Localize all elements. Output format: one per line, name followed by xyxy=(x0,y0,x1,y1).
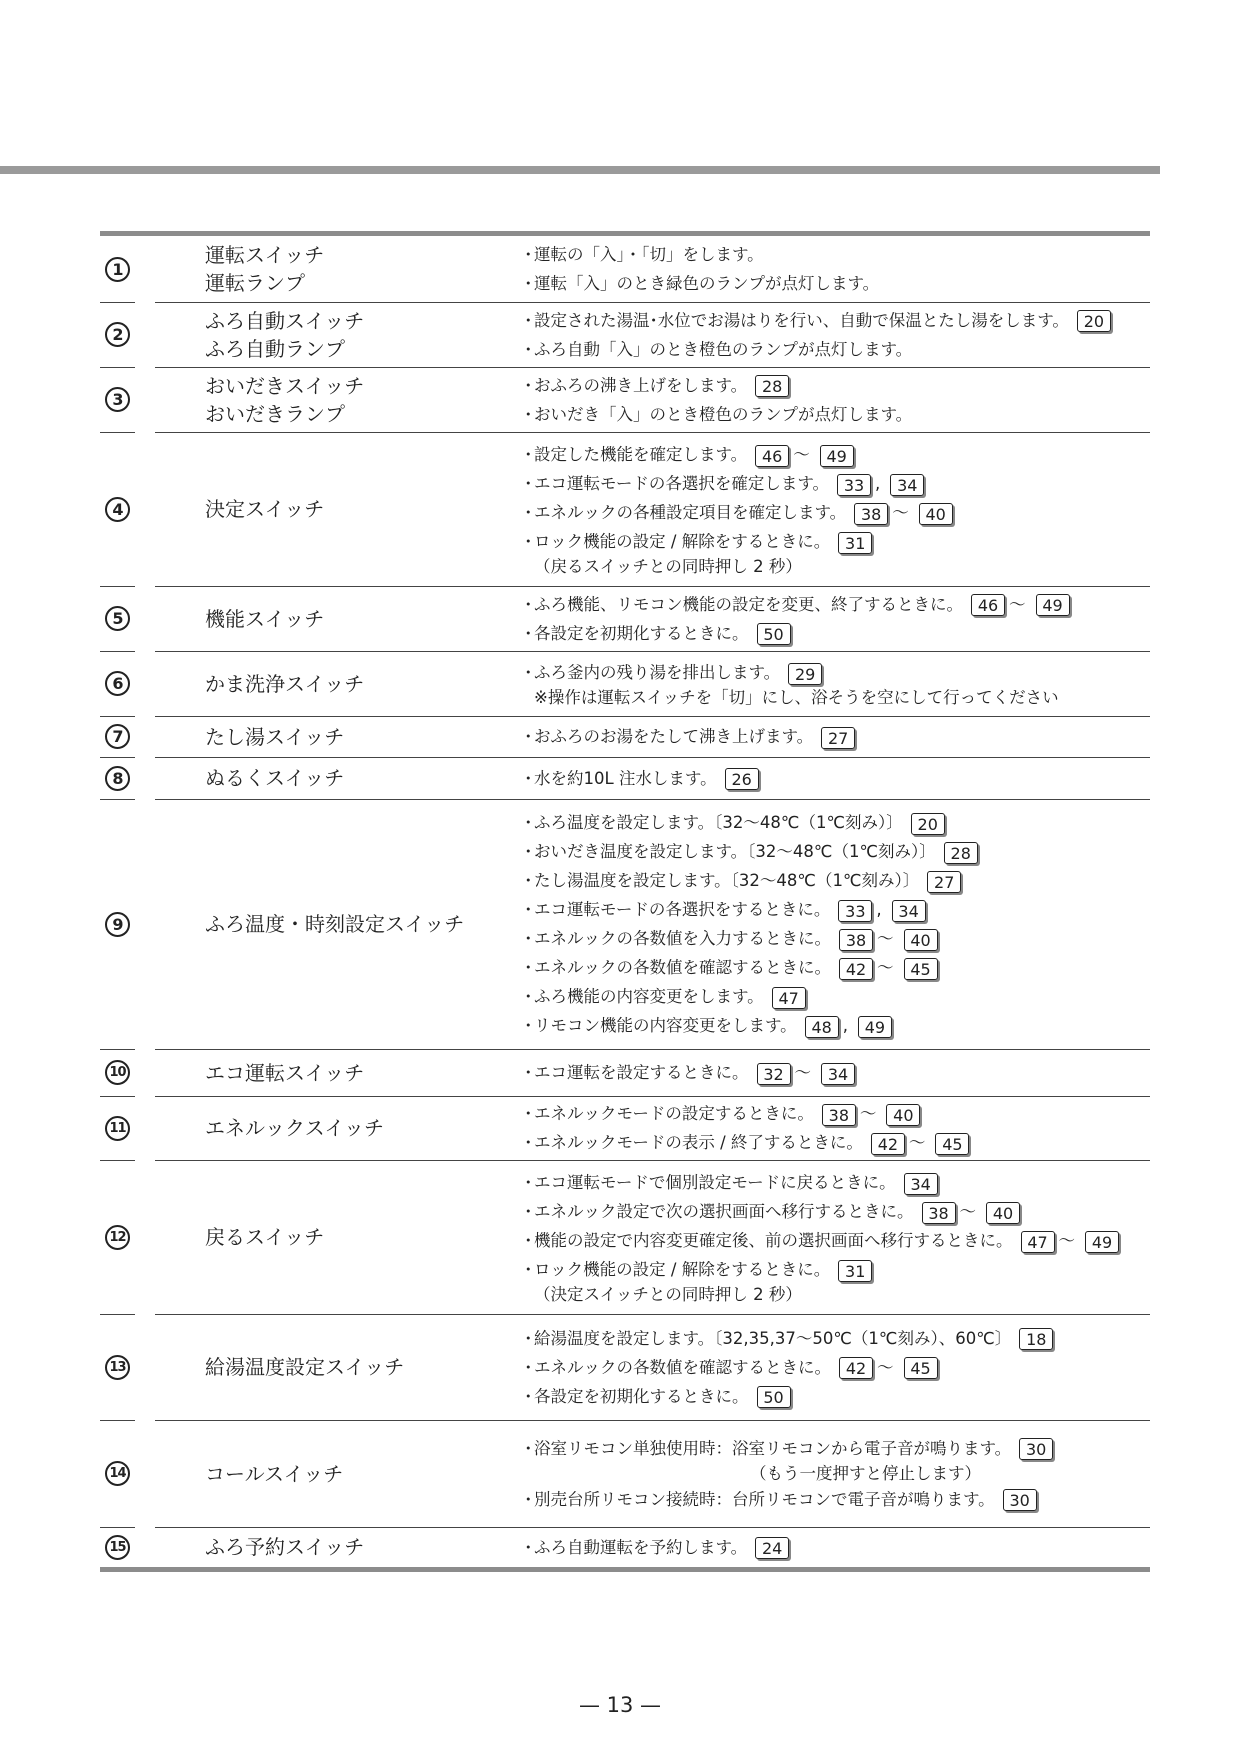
description-line xyxy=(520,1226,1150,1255)
page-reference-link[interactable]: 46 xyxy=(755,445,789,467)
table-row xyxy=(100,716,1150,757)
description-text: 別売台所リモコン接続時：台所リモコンで電子音が鳴ります。 xyxy=(534,1489,995,1509)
table-row xyxy=(100,1049,1150,1096)
bullet: ・ xyxy=(520,1489,537,1509)
description-line xyxy=(520,400,1150,429)
page-reference-link[interactable]: 31 xyxy=(838,532,872,554)
circled-number: 10 xyxy=(105,1060,130,1085)
description-cell xyxy=(520,1314,1150,1420)
circled-number: 14 xyxy=(105,1461,130,1486)
bullet: ・ xyxy=(520,339,537,359)
description-line xyxy=(520,895,1150,924)
switch-name: ふろ予約スイッチ xyxy=(205,1535,365,1559)
description-line xyxy=(520,440,1150,469)
page-reference-link[interactable]: 31 xyxy=(838,1260,872,1282)
page-reference-link[interactable]: 26 xyxy=(725,768,759,790)
switch-name-cell xyxy=(190,236,520,302)
table-row xyxy=(100,651,1150,716)
table-row xyxy=(100,799,1150,1049)
switch-name-cell xyxy=(190,1420,520,1527)
page-reference-link[interactable]: 38 xyxy=(922,1202,956,1224)
ref-separator: 〜 xyxy=(959,1202,976,1221)
description-line xyxy=(520,1011,1150,1040)
description-cell xyxy=(520,1160,1150,1314)
ref-separator: 〜 xyxy=(877,958,894,977)
description-text: 設定した機能を確定します。 xyxy=(534,445,748,464)
description-text: （もう一度押すと停止します） xyxy=(750,1463,981,1483)
ref-separator: 〜 xyxy=(1058,1231,1075,1250)
bullet: ・ xyxy=(520,310,537,330)
description-text: おいだき温度を設定します。〔32〜48℃（1℃刻み）〕 xyxy=(534,842,936,861)
description-text: おふろの沸き上げをします。 xyxy=(534,375,748,395)
bullet: ・ xyxy=(520,871,537,890)
bullet: ・ xyxy=(520,1016,537,1035)
description-text: ふろ自動運転を予約します。 xyxy=(534,1537,748,1557)
bullet: ・ xyxy=(520,768,537,788)
description-text: エネルックの各数値を入力するときに。 xyxy=(534,929,831,948)
switch-name-cell xyxy=(190,302,520,367)
description-text: 運転の「入」・「切」をします。 xyxy=(534,245,764,264)
description-line xyxy=(520,722,1150,751)
description-text: ふろ機能、リモコン機能の設定を変更、終了するときに。 xyxy=(534,594,963,614)
description-cell xyxy=(520,651,1150,716)
switch-name-cell xyxy=(190,757,520,799)
description-text: 各設定を初期化するときに。 xyxy=(534,623,749,643)
description-text: 設定された湯温･水位でお湯はりを行い、自動で保温とたし湯をします。 xyxy=(534,310,1069,330)
circled-number: 3 xyxy=(105,387,130,412)
row-number-cell xyxy=(100,1096,135,1160)
description-cell xyxy=(520,1420,1150,1527)
description-text: エコ運転モードで個別設定モードに戻るときに。 xyxy=(534,1173,896,1192)
row-number-cell xyxy=(100,651,135,716)
description-text: エネルック設定で次の選択画面へ移行するときに。 xyxy=(534,1202,914,1221)
row-number-cell xyxy=(100,757,135,799)
table-row xyxy=(100,1096,1150,1160)
description-text: エコ運転を設定するときに。 xyxy=(534,1063,749,1082)
description-line xyxy=(520,1058,1150,1087)
row-number-cell xyxy=(100,1527,135,1567)
switch-name: ふろ自動スイッチ xyxy=(205,308,365,333)
table-row xyxy=(100,1160,1150,1314)
page-reference-link[interactable]: 40 xyxy=(986,1202,1020,1224)
circled-number: 6 xyxy=(105,671,130,696)
description-text: たし湯温度を設定します。〔32〜48℃（1℃刻み）〕 xyxy=(534,871,920,890)
description-line xyxy=(520,658,1150,687)
bullet: ・ xyxy=(520,1133,537,1152)
page-reference-link[interactable]: 38 xyxy=(854,503,888,525)
bullet: ・ xyxy=(520,532,537,551)
description-line xyxy=(520,1533,1150,1562)
bullet: ・ xyxy=(520,663,537,682)
bullet: ・ xyxy=(520,958,537,977)
page-reference-link[interactable]: 46 xyxy=(971,594,1005,616)
row-number-cell xyxy=(100,432,135,586)
table-row xyxy=(100,432,1150,586)
circled-number: 15 xyxy=(105,1535,130,1560)
bullet: ・ xyxy=(520,1104,537,1123)
switch-name: 決定スイッチ xyxy=(205,497,325,521)
description-line xyxy=(520,1485,1150,1514)
circled-number: 7 xyxy=(105,724,130,749)
page-reference-link[interactable]: 38 xyxy=(822,1104,856,1126)
description-cell xyxy=(520,367,1150,432)
description-text: ※操作は運転スイッチを「切」にし、浴そうを空にして行ってください xyxy=(534,688,1059,707)
description-text: ロック機能の設定 / 解除をするときに。 xyxy=(534,1260,831,1279)
row-number-cell xyxy=(100,1314,135,1420)
description-line xyxy=(520,1168,1150,1197)
description-cell xyxy=(520,586,1150,651)
page-reference-link[interactable]: 40 xyxy=(886,1104,920,1126)
description-text: 各設定を初期化するときに。 xyxy=(534,1386,749,1406)
switch-name: 給湯温度設定スイッチ xyxy=(205,1355,405,1379)
row-number-cell xyxy=(100,586,135,651)
row-number-cell xyxy=(100,1160,135,1314)
description-text: リモコン機能の内容変更をします。 xyxy=(534,1016,797,1035)
description-line xyxy=(520,619,1150,648)
page-reference-link[interactable]: 40 xyxy=(919,503,953,525)
table-row xyxy=(100,1527,1150,1567)
description-line xyxy=(520,240,1150,269)
page-reference-link[interactable]: 38 xyxy=(839,929,873,951)
description-text: おいだき「入」のとき橙色のランプが点灯します。 xyxy=(534,404,913,424)
page-reference-link[interactable]: 32 xyxy=(757,1063,791,1085)
ref-separator: , xyxy=(875,474,881,493)
bullet: ・ xyxy=(520,813,537,832)
bullet: ・ xyxy=(520,900,537,919)
description-text: （決定スイッチとの同時押し 2 秒） xyxy=(534,1285,802,1304)
circled-number: 5 xyxy=(105,606,130,631)
description-line xyxy=(520,982,1150,1011)
description-cell xyxy=(520,302,1150,367)
circled-number: 1 xyxy=(105,257,130,282)
bullet: ・ xyxy=(520,1173,537,1192)
description-text: エコ運転モードの各選択を確定します。 xyxy=(534,474,830,493)
page-reference-link[interactable]: 29 xyxy=(788,663,822,685)
description-line xyxy=(520,1324,1150,1353)
page-reference-link[interactable]: 49 xyxy=(1036,594,1070,616)
row-number-cell xyxy=(100,1420,135,1527)
circled-number: 8 xyxy=(105,766,130,791)
description-line xyxy=(520,469,1150,498)
page-reference-link[interactable]: 34 xyxy=(904,1173,938,1195)
description-text: （戻るスイッチとの同時押し 2 秒） xyxy=(534,557,802,576)
description-line xyxy=(520,1197,1150,1226)
header-rule xyxy=(0,166,1160,174)
row-number-cell xyxy=(100,716,135,757)
table-row xyxy=(100,236,1150,302)
page-reference-link[interactable]: 33 xyxy=(838,900,872,922)
switch-name-cell xyxy=(190,432,520,586)
ref-separator: 〜 xyxy=(1009,594,1026,614)
description-line xyxy=(520,837,1150,866)
row-number-cell xyxy=(100,236,135,302)
circled-number: 2 xyxy=(105,322,130,347)
switch-name-cell xyxy=(190,1049,520,1096)
ref-separator: 〜 xyxy=(908,1133,926,1152)
circled-number: 13 xyxy=(105,1355,130,1380)
description-line xyxy=(520,1434,1150,1463)
ref-separator: 〜 xyxy=(793,445,810,464)
bullet: ・ xyxy=(520,404,537,424)
page-reference-link[interactable]: 34 xyxy=(890,474,924,496)
description-text: エネルックの各種設定項目を確定します。 xyxy=(534,503,847,522)
description-line xyxy=(520,764,1150,793)
switch-name-cell xyxy=(190,1096,520,1160)
table-row xyxy=(100,367,1150,432)
table-row xyxy=(100,1420,1150,1527)
ref-separator: 〜 xyxy=(877,1357,894,1377)
page-reference-link[interactable]: 30 xyxy=(1019,1438,1053,1460)
page-reference-link[interactable]: 34 xyxy=(821,1063,855,1085)
page-reference-link[interactable]: 28 xyxy=(944,842,978,864)
bullet: ・ xyxy=(520,503,537,522)
description-line xyxy=(520,808,1150,837)
description-line xyxy=(520,498,1150,527)
switch-name: 運転スイッチ xyxy=(205,243,325,267)
description-line xyxy=(520,590,1150,619)
page-reference-link[interactable]: 50 xyxy=(757,1386,791,1408)
switch-name: 戻るスイッチ xyxy=(205,1225,325,1249)
switch-name: エコ運転スイッチ xyxy=(205,1060,365,1085)
bullet: ・ xyxy=(520,987,537,1006)
description-cell xyxy=(520,1527,1150,1567)
description-text: エネルックの各数値を確認するときに。 xyxy=(534,958,831,977)
row-number-cell xyxy=(100,367,135,432)
switch-name-cell xyxy=(190,1314,520,1420)
bullet: ・ xyxy=(520,1328,537,1348)
page-reference-link[interactable]: 45 xyxy=(904,958,938,980)
description-line xyxy=(520,527,1150,556)
description-text: ふろ機能の内容変更をします。 xyxy=(534,987,764,1006)
switch-name: コールスイッチ xyxy=(205,1461,344,1486)
switch-name: おいだきスイッチ xyxy=(205,373,365,398)
description-text: 運転「入」のとき緑色のランプが点灯します。 xyxy=(534,274,880,293)
bullet: ・ xyxy=(520,1386,537,1406)
description-text: ふろ自動「入」のとき橙色のランプが点灯します。 xyxy=(534,339,913,359)
description-line xyxy=(520,1353,1150,1382)
page-reference-link[interactable]: 18 xyxy=(1019,1328,1053,1350)
description-line xyxy=(520,924,1150,953)
switch-name-cell xyxy=(190,651,520,716)
description-text: 機能の設定で内容変更確定後、前の選択画面へ移行するときに。 xyxy=(534,1231,1013,1250)
bullet: ・ xyxy=(520,623,537,643)
switch-name: たし湯スイッチ xyxy=(205,724,345,749)
description-line xyxy=(520,1099,1150,1128)
description-text: 浴室リモコン単独使用時：浴室リモコンから電子音が鳴ります。 xyxy=(534,1438,1012,1458)
switch-name: かま洗浄スイッチ xyxy=(205,671,365,696)
switch-name-cell xyxy=(190,367,520,432)
bullet: ・ xyxy=(520,1231,537,1250)
circled-number: 9 xyxy=(105,912,130,937)
ref-separator: 〜 xyxy=(877,929,894,948)
bullet: ・ xyxy=(520,842,537,861)
page-reference-link[interactable]: 30 xyxy=(1003,1489,1037,1511)
ref-separator: 〜 xyxy=(892,503,909,522)
bullet: ・ xyxy=(520,727,537,746)
page-reference-link[interactable]: 20 xyxy=(911,813,945,835)
description-note xyxy=(520,1284,1150,1306)
description-text: エコ運転モードの各選択をするときに。 xyxy=(534,900,831,919)
description-line xyxy=(520,269,1150,298)
description-text: おふろのお湯をたして沸き上げます。 xyxy=(534,727,814,746)
switch-name-cell xyxy=(190,716,520,757)
row-number-cell xyxy=(100,302,135,367)
description-cell xyxy=(520,236,1150,302)
description-cell xyxy=(520,1049,1150,1096)
description-cell xyxy=(520,432,1150,586)
description-text: ロック機能の設定 / 解除をするときに。 xyxy=(534,532,831,551)
circled-number: 11 xyxy=(105,1116,130,1141)
bullet: ・ xyxy=(520,245,537,264)
bullet: ・ xyxy=(520,1537,537,1557)
description-line xyxy=(520,1382,1150,1411)
description-line xyxy=(520,335,1150,364)
bullet: ・ xyxy=(520,1357,537,1377)
description-text: 給湯温度を設定します。〔32,35,37〜50℃（1℃刻み）、60℃〕 xyxy=(534,1328,1012,1348)
description-text: エネルックモードの表示 / 終了するときに。 xyxy=(534,1133,863,1152)
page-reference-link[interactable]: 47 xyxy=(1021,1231,1055,1253)
table-row xyxy=(100,302,1150,367)
row-number-cell xyxy=(100,1049,135,1096)
circled-number: 4 xyxy=(105,497,130,522)
switch-name: ぬるくスイッチ xyxy=(205,766,345,790)
bullet: ・ xyxy=(520,929,537,948)
description-note xyxy=(520,1463,1150,1485)
switch-name: エネルックスイッチ xyxy=(205,1116,384,1140)
row-number-cell xyxy=(100,799,135,1049)
switch-name-cell xyxy=(190,1527,520,1567)
switch-name: ふろ自動ランプ xyxy=(205,336,345,361)
description-cell xyxy=(520,1096,1150,1160)
description-line xyxy=(520,1128,1150,1157)
switch-description-table xyxy=(100,231,1150,1572)
description-line xyxy=(520,371,1150,400)
page-reference-link[interactable]: 49 xyxy=(858,1016,892,1038)
description-note xyxy=(520,556,1150,578)
circled-number: 12 xyxy=(105,1225,130,1250)
description-line xyxy=(520,306,1150,335)
description-line xyxy=(520,866,1150,895)
description-cell xyxy=(520,716,1150,757)
bullet: ・ xyxy=(520,594,537,614)
switch-name-cell xyxy=(190,586,520,651)
description-line xyxy=(520,1255,1150,1284)
page-reference-link[interactable]: 27 xyxy=(821,727,855,749)
page-reference-link[interactable]: 42 xyxy=(839,958,873,980)
page-reference-link[interactable]: 27 xyxy=(927,871,961,893)
description-text: エネルックモードの設定するときに。 xyxy=(534,1104,814,1123)
bullet: ・ xyxy=(520,1063,537,1082)
page-reference-link[interactable]: 45 xyxy=(935,1133,969,1155)
switch-name: 運転ランプ xyxy=(205,271,305,295)
page-reference-link[interactable]: 42 xyxy=(839,1357,873,1379)
ref-separator: 〜 xyxy=(794,1063,811,1082)
switch-name: ふろ温度・時刻設定スイッチ xyxy=(205,912,465,936)
switch-name-cell xyxy=(190,799,520,1049)
bullet: ・ xyxy=(520,274,537,293)
bullet: ・ xyxy=(520,375,537,395)
page-reference-link[interactable]: 34 xyxy=(892,900,926,922)
page-reference-link[interactable]: 45 xyxy=(904,1357,938,1379)
table-row xyxy=(100,757,1150,799)
description-text: エネルックの各数値を確認するときに。 xyxy=(534,1357,831,1377)
switch-name: おいだきランプ xyxy=(205,401,345,426)
page-number: — 13 — xyxy=(578,1693,662,1717)
page-reference-link[interactable]: 33 xyxy=(837,474,871,496)
page-reference-link[interactable]: 20 xyxy=(1077,310,1111,332)
bullet: ・ xyxy=(520,1260,537,1279)
description-text: 水を約10L 注水します。 xyxy=(534,768,717,788)
page-reference-link[interactable]: 49 xyxy=(1085,1231,1119,1253)
page-reference-link[interactable]: 40 xyxy=(904,929,938,951)
bullet: ・ xyxy=(520,1202,537,1221)
page-reference-link[interactable]: 49 xyxy=(820,445,854,467)
page-reference-link[interactable]: 48 xyxy=(805,1016,839,1038)
page-reference-link[interactable]: 50 xyxy=(757,623,791,645)
description-line xyxy=(520,953,1150,982)
page-reference-link[interactable]: 24 xyxy=(755,1537,789,1559)
description-text: ふろ釜内の残り湯を排出します。 xyxy=(534,663,781,682)
ref-separator: , xyxy=(876,900,882,919)
page-reference-link[interactable]: 28 xyxy=(755,375,789,397)
description-note xyxy=(520,687,1150,709)
description-cell xyxy=(520,799,1150,1049)
bullet: ・ xyxy=(520,1438,537,1458)
switch-name: 機能スイッチ xyxy=(205,606,325,631)
page-reference-link[interactable]: 47 xyxy=(772,987,806,1009)
switch-name-cell xyxy=(190,1160,520,1314)
table-row xyxy=(100,1314,1150,1420)
table-row xyxy=(100,586,1150,651)
page-reference-link[interactable]: 42 xyxy=(871,1133,905,1155)
bullet: ・ xyxy=(520,474,537,493)
description-text: ふろ温度を設定します。〔32〜48℃（1℃刻み）〕 xyxy=(534,813,903,832)
bullet: ・ xyxy=(520,445,537,464)
ref-separator: 〜 xyxy=(859,1104,877,1123)
description-cell xyxy=(520,757,1150,799)
ref-separator: , xyxy=(842,1016,848,1035)
